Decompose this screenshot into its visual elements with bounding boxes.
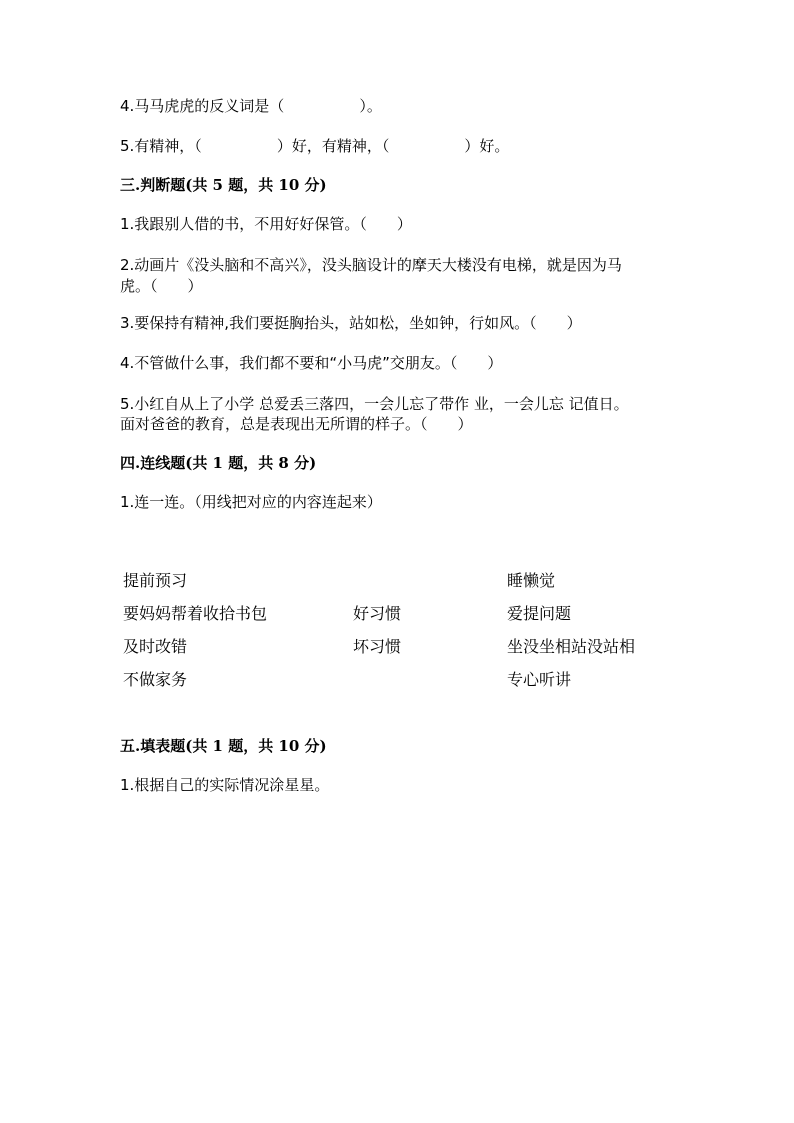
judgment-section-heading: 三.判断题(共 5 题，共 10 分) xyxy=(120,176,327,194)
matching-right-item: 专心听讲 xyxy=(507,670,572,689)
matching-middle-item: 坏习惯 xyxy=(353,637,402,656)
matching-section-heading: 四.连线题(共 1 题，共 8 分) xyxy=(120,454,317,472)
fill-blank-question-4: 4.马马虎虎的反义词是（ ）。 xyxy=(120,97,382,115)
judgment-question-3: 3.要保持有精神,我们要挺胸抬头，站如松，坐如钟，行如风。（ ） xyxy=(120,314,582,332)
table-fill-section-heading: 五.填表题(共 1 题，共 10 分) xyxy=(120,737,327,755)
matching-left-item: 提前预习 xyxy=(123,571,188,590)
judgment-question-2-line-2: 虎。（ ） xyxy=(120,277,203,295)
judgment-question-1: 1.我跟别人借的书，不用好好保管。（ ） xyxy=(120,215,412,233)
matching-right-item: 睡懒觉 xyxy=(507,571,556,590)
fill-blank-question-5: 5.有精神，（ ）好，有精神，（ ）好。 xyxy=(120,137,510,155)
matching-question-1: 1.连一连。（用线把对应的内容连起来） xyxy=(120,493,382,511)
matching-left-item: 不做家务 xyxy=(123,670,188,689)
matching-right-item: 坐没坐相站没站相 xyxy=(507,637,636,656)
judgment-question-5-line-2: 面对爸爸的教育，总是表现出无所谓的样子。（ ） xyxy=(120,415,473,433)
table-fill-question-1: 1.根据自己的实际情况涂星星。 xyxy=(120,776,330,794)
matching-left-item: 及时改错 xyxy=(123,637,188,656)
judgment-question-2-line-1: 2.动画片《没头脑和不高兴》，没头脑设计的摩天大楼没有电梯，就是因为马 xyxy=(120,256,622,274)
matching-right-item: 爱提问题 xyxy=(507,604,572,623)
matching-middle-item: 好习惯 xyxy=(353,604,402,623)
matching-left-item: 要妈妈帮着收拾书包 xyxy=(123,604,268,623)
judgment-question-5-line-1: 5.小红自从上了小学 总爱丢三落四，一会儿忘了带作 业，一会儿忘 记值日。 xyxy=(120,395,629,413)
judgment-question-4: 4.不管做什么事，我们都不要和“小马虎”交朋友。（ ） xyxy=(120,354,503,372)
